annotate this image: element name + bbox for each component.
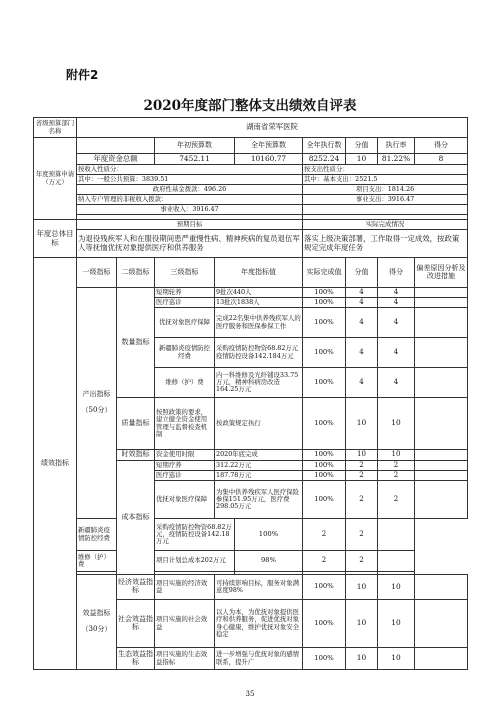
total-initial: 7452.11 xyxy=(155,154,235,165)
q4-actual: 100% xyxy=(303,338,346,368)
total-points: 8 xyxy=(415,154,468,165)
e1-name: 项目实施的经济效益 xyxy=(155,575,215,600)
q5-score: 4 xyxy=(346,368,378,398)
ql-actual: 100% xyxy=(303,398,346,450)
social-label: 社会效益指标 xyxy=(117,600,155,648)
q4-score: 4 xyxy=(346,338,378,368)
q4-name: 新疆肺炎疫情防控经费 xyxy=(155,338,215,368)
cost-label: 成本指标 xyxy=(117,461,155,575)
q4-target: 采购疫情防控物资68.82万元疫情防控设备142.184万元 xyxy=(215,338,303,368)
col-level1: 一级指标 xyxy=(77,258,117,288)
col-indicator-points: 得分 xyxy=(378,258,415,288)
total-label: 年度资金总额 xyxy=(77,154,155,165)
c3-score: 2 xyxy=(346,481,378,519)
perf-indicators-label: 绩效指标 xyxy=(34,258,77,670)
e1-target: 可持续影响目标，服务对象满意度98% xyxy=(215,575,303,600)
planned-goal-header: 预期目标 xyxy=(77,220,303,230)
t1-score: 10 xyxy=(346,450,378,461)
planned-goal-text: 为退役残疾军人和在服役期间患严重慢性病、精神疾病的复员退伍军人等抚恤优抚对象提供医疗和供养服务 xyxy=(77,230,303,258)
business-expense: 事业支出：3916.47 xyxy=(303,195,468,205)
q5-actual: 100% xyxy=(303,368,346,398)
c3-target: 为集中供养残疾军人医疗保险参保151.95万元，医疗费298.05万元 xyxy=(215,481,303,519)
actual-goal-text: 落实上级决策部署，工作取得一定成效，按政策规定完成年度任务 xyxy=(303,230,468,258)
c5-name: 维修（护）费 xyxy=(77,551,117,572)
q3-actual: 100% xyxy=(303,308,346,338)
ql-score: 10 xyxy=(346,398,378,450)
s1-name: 项目实施的社会效益 xyxy=(155,600,215,648)
c1-target: 312.22万元 xyxy=(215,461,303,471)
c1-score: 2 xyxy=(346,461,378,471)
business-income: 事业收入：3916.47 xyxy=(77,205,303,215)
q1-score: 4 xyxy=(346,288,378,298)
q3-target: 完成22名集中供养残疾军人的医疗服务和医保参保工作 xyxy=(215,308,303,338)
basic-expense: 其中：基本支出：2521.5 xyxy=(303,175,468,185)
general-public-budget: 其中：一般公共预算：3839.51 xyxy=(77,175,303,185)
goals-label: 年度总体目标 xyxy=(34,220,77,258)
c5-actual: 98% xyxy=(235,551,303,572)
col-rate: 执行率 xyxy=(378,138,415,154)
col-reason: 偏差原因分析及改进措施 xyxy=(415,258,468,288)
c3-actual: 100% xyxy=(303,481,346,519)
c3-name: 优抚对象医疗保障 xyxy=(155,481,215,519)
c2-score: 2 xyxy=(346,471,378,481)
c4-score: 2 xyxy=(303,519,346,551)
table-row xyxy=(34,519,468,551)
q2-points: 4 xyxy=(378,298,415,308)
by-source-label: 按收入性质分： xyxy=(77,165,303,175)
e1-points: 10 xyxy=(378,575,415,600)
q3-name: 优抚对象医疗保障 xyxy=(155,308,215,338)
output-score: （50分） xyxy=(81,406,112,414)
actual-goal-header: 实际完成情况 xyxy=(303,220,468,230)
g1-points: 10 xyxy=(378,648,415,670)
q5-points: 4 xyxy=(378,368,415,398)
c5-score: 2 xyxy=(303,551,346,572)
e1-score: 10 xyxy=(346,575,378,600)
gov-fund: 政府性基金拨款：496.26 xyxy=(77,185,303,195)
col-target: 年度指标值 xyxy=(215,258,303,288)
attachment-label: 附件2 xyxy=(66,68,99,82)
t1-actual: 100% xyxy=(303,450,346,461)
g1-target: 进一步增强与优抚对象的感情联系，提升广 xyxy=(215,648,303,670)
s1-score: 10 xyxy=(346,600,378,648)
q5-target: 内一科维修及光纤铺设33.75万元，精神科病房改造164.25万元 xyxy=(215,368,303,398)
c2-points: 2 xyxy=(378,471,415,481)
q3-score: 4 xyxy=(346,308,378,338)
quality-label: 质量指标 xyxy=(117,398,155,450)
economic-label: 经济效益指标 xyxy=(117,575,155,600)
t1-points: 10 xyxy=(378,450,415,461)
c4-target: 采购疫情防控物资68.82万元，疫情防控设备142.18万元 xyxy=(155,519,235,551)
eco-label: 生态效益指标 xyxy=(117,648,155,670)
g1-name: 项目实施的生态效益指标 xyxy=(155,648,215,670)
benefit-score: （30分） xyxy=(81,625,112,633)
total-exec: 8252.24 xyxy=(303,154,346,165)
benefit-label: 效益指标 xyxy=(82,609,111,618)
t1-name: 资金使用时限 xyxy=(155,450,215,461)
performance-table xyxy=(33,117,468,670)
q2-actual: 100% xyxy=(303,298,346,308)
q3-points: 4 xyxy=(378,308,415,338)
col-points: 得分 xyxy=(415,138,468,154)
col-full-budget: 全年预算数 xyxy=(235,138,303,154)
t1-target: 2020年底完成 xyxy=(215,450,303,461)
table-row xyxy=(34,551,468,572)
special-account: 纳入专户管理的非税收入拨款： xyxy=(77,195,303,205)
s1-actual: 100% xyxy=(303,600,346,648)
col-score: 分值 xyxy=(346,138,378,154)
g1-score: 10 xyxy=(346,648,378,670)
g1-actual: 100% xyxy=(303,648,346,670)
quantity-label: 数量指标 xyxy=(117,288,155,398)
ql-name: 按照政策的要求，建立健全资金使用管理与监督检查机制 xyxy=(155,398,215,450)
c4-name: 新疆肺炎疫情防控经费 xyxy=(77,519,117,551)
c1-points: 2 xyxy=(378,461,415,471)
ql-points: 10 xyxy=(378,398,415,450)
col-exec: 全年执行数 xyxy=(303,138,346,154)
e1-actual: 100% xyxy=(303,575,346,600)
budget-group-label: 年度预算申请（万元） xyxy=(34,138,77,220)
q1-target: 9批次440人 xyxy=(215,288,303,298)
table-row xyxy=(34,575,468,600)
benefit-indicator-cell xyxy=(77,575,117,670)
c2-name: 医疗巡诊 xyxy=(155,471,215,481)
q1-actual: 100% xyxy=(303,288,346,298)
q4-points: 4 xyxy=(378,338,415,368)
c1-name: 短期疗养 xyxy=(155,461,215,471)
c5-points: 2 xyxy=(346,551,378,572)
ql-target: 按政策规定执行 xyxy=(215,398,303,450)
page-number: 35 xyxy=(245,690,255,698)
col-level2: 二级指标 xyxy=(117,258,155,288)
col-initial-budget: 年初预算数 xyxy=(155,138,235,154)
q2-name: 医疗巡诊 xyxy=(155,298,215,308)
s1-target: 以人为本，为优抚对象提供医疗和供养服务，促进优抚对象身心健康，维护优抚对象安全稳定 xyxy=(215,600,303,648)
c3-points: 2 xyxy=(378,481,415,519)
q2-target: 13批次1838人 xyxy=(215,298,303,308)
table-row xyxy=(34,288,468,298)
dept-name: 湖南省荣军医院 xyxy=(77,118,468,138)
output-indicator-cell xyxy=(77,288,117,519)
c4-points: 2 xyxy=(346,519,378,551)
col-level3: 三级指标 xyxy=(155,258,215,288)
col-actual: 实际完成值 xyxy=(303,258,346,288)
output-label: 产出指标 xyxy=(82,390,111,399)
s1-points: 10 xyxy=(378,600,415,648)
total-score: 10 xyxy=(346,154,378,165)
by-expense-label: 按支出性质分： xyxy=(303,165,468,175)
total-full: 10160.77 xyxy=(235,154,303,165)
col-indicator-score: 分值 xyxy=(346,258,378,288)
c2-actual: 100% xyxy=(303,471,346,481)
q2-score: 4 xyxy=(346,298,378,308)
c4-actual: 100% xyxy=(235,519,303,551)
c2-target: 187.78万元 xyxy=(215,471,303,481)
timeliness-label: 时效指标 xyxy=(117,450,155,461)
project-expense: 项目支出：1814.26 xyxy=(303,185,468,195)
q1-name: 短期轮养 xyxy=(155,288,215,298)
c5-target: 项目计划总成本202万元 xyxy=(155,551,235,572)
dept-label: 省级预算部门名称 xyxy=(34,118,77,138)
page-title: 2020年度部门整体支出绩效自评表 xyxy=(143,98,357,114)
q5-name: 维修（护）费 xyxy=(155,368,215,398)
c1-actual: 100% xyxy=(303,461,346,471)
q1-points: 4 xyxy=(378,288,415,298)
total-rate: 81.22% xyxy=(378,154,415,165)
